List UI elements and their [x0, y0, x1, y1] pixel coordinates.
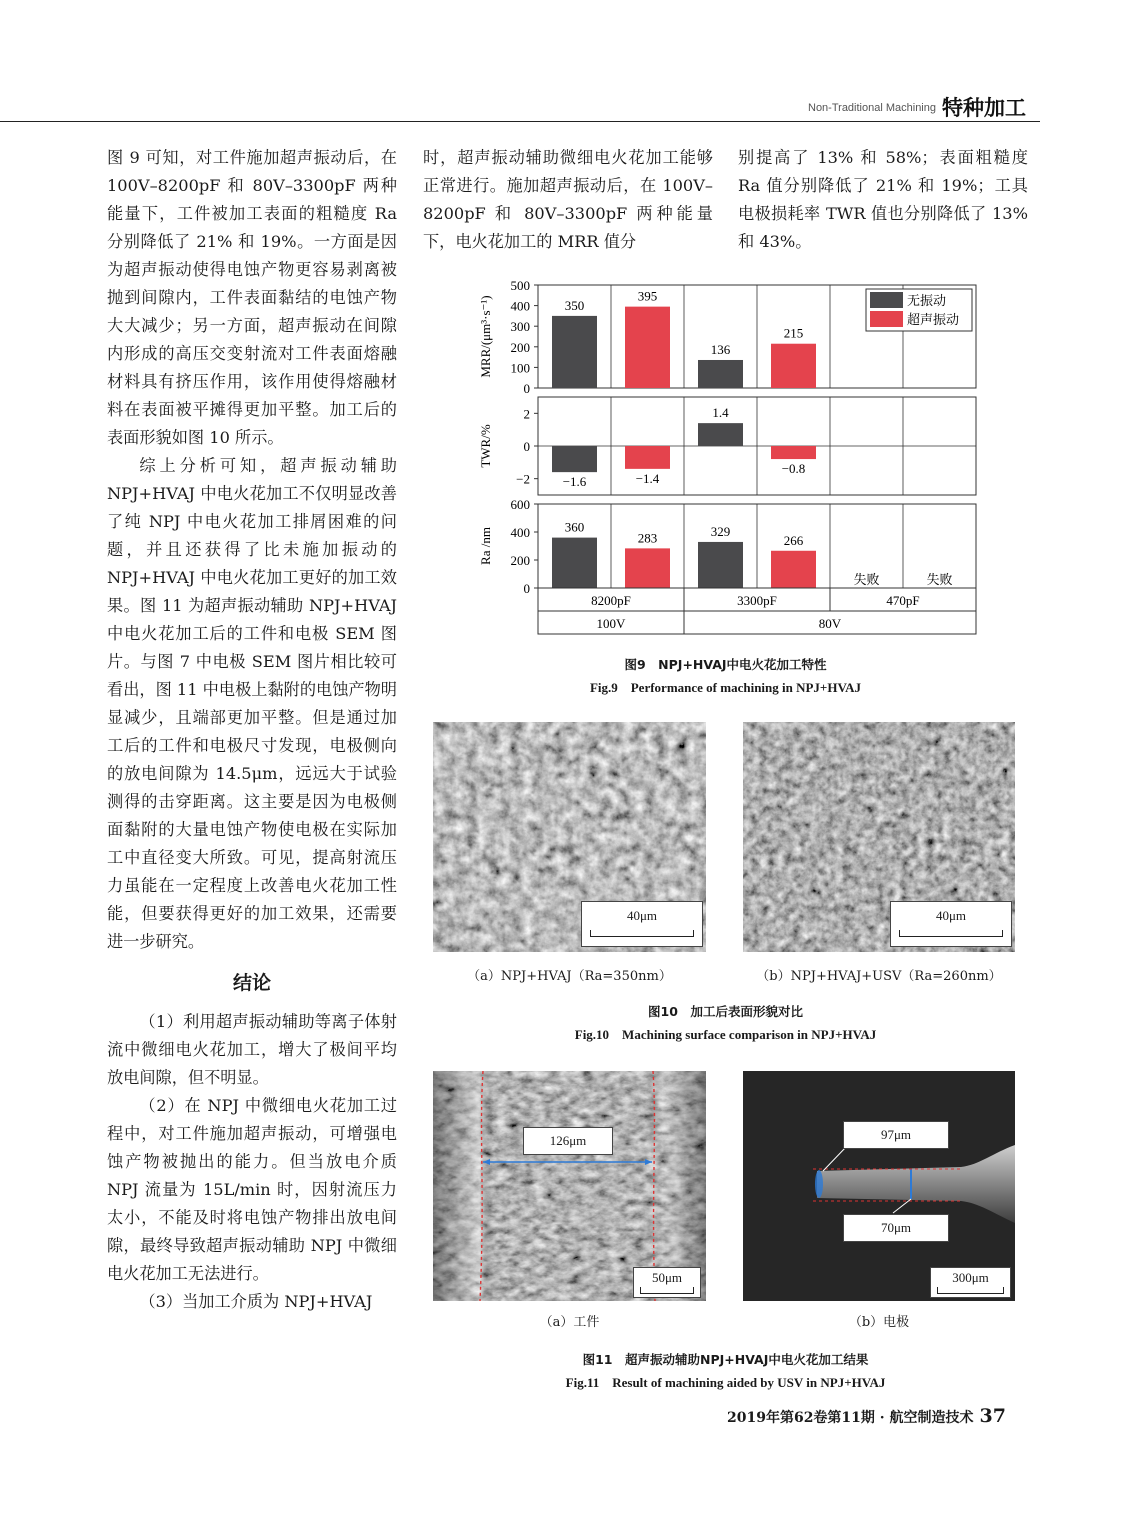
bar-value-label: 329: [710, 523, 731, 539]
fig10b-scale-label: 40μm: [935, 908, 967, 923]
conclusion-2: （2）在 NPJ 中微细电火花加工过程中，对工件施加超声振动，可增强电蚀产物被抛出的能力。但当放电介质 NPJ 流量为 15L/min 时，因射流压力太小，不能及时将电蚀产物排出放电间隙，最终导致超声振动辅助 NPJ 中微细电火花加工无法进行。: [107, 1096, 397, 1283]
fig10a-scale-bar: [590, 930, 694, 937]
bar-value-label: 395: [637, 288, 658, 304]
fig10a-scale-label: 40μm: [626, 908, 658, 923]
y-tick-label: 200: [510, 339, 530, 355]
column-right: [738, 144, 1028, 256]
bar-value-label: −1.6: [562, 474, 587, 490]
fig10a-subcaption: （a）NPJ+HVAJ（Ra=350nm）: [467, 969, 672, 984]
y-tick-label: 0: [523, 439, 530, 454]
legend-label-none: 无振动: [907, 293, 947, 308]
bar-value-label: −1.4: [635, 470, 660, 486]
failed-label: 失败: [926, 572, 953, 587]
legend-swatch-none: [870, 292, 903, 308]
y-tick-label: 500: [510, 278, 530, 293]
fig11b-sem-image: [743, 1071, 1015, 1301]
bar-value-label: 350: [564, 297, 585, 313]
fig11a-scale-bar: [640, 1287, 694, 1294]
y-tick-label: 400: [510, 525, 530, 540]
y-tick-label: 400: [510, 298, 530, 314]
bar-value-label: 136: [710, 341, 731, 357]
paragraph-right: 别提高了 13% 和 58%；表面粗糙度 Ra 值分别降低了 21% 和 19%；工具电极损耗率 TWR 值也分别降低了 13% 和 43%。: [738, 148, 1028, 251]
capacitance-label: 3300pF: [737, 593, 777, 608]
fig11-caption-zh: 图11 超声振动辅助NPJ+HVAJ中电火花加工结果: [582, 1352, 869, 1367]
y-axis-label: TWR/%: [478, 424, 493, 468]
bar-ra-1-0: [698, 542, 743, 588]
bar-mrr-0-1: [625, 307, 670, 388]
fig10b-subcaption: （b）NPJ+HVAJ+USV（Ra=260nm）: [756, 969, 1002, 984]
fig10a-sem-image: [433, 722, 706, 952]
y-tick-label: 0: [523, 581, 530, 596]
y-tick-label: −2: [516, 471, 530, 487]
fig10b-sem-image: [743, 722, 1015, 952]
footer-journal: 2019年第62卷第11期 · 航空制造技术: [726, 1410, 974, 1426]
fig11a-scale-label: 50μm: [651, 1270, 683, 1285]
voltage-label: 80V: [818, 616, 842, 631]
y-tick-label: 200: [510, 553, 530, 568]
running-header: [0, 88, 1040, 122]
bar-value-label: 1.4: [712, 405, 729, 421]
bar-twr-0-1: [625, 446, 670, 469]
bar-mrr-1-0: [698, 360, 743, 388]
legend-label-usv: 超声振动: [907, 312, 960, 327]
paragraph-ra-analysis: 图 9 可知，对工件施加超声振动后，在 100V–8200pF 和 80V–3300pF 两种能量下，工件被加工表面的粗糙度 Ra 分别降低了 21% 和 19%。一方面是因为超声振动使得电蚀产物更容易剥离被抛到间隙内，工件表面黏结的电蚀产物大大减少；另一方面，超声振动在间隙内形成的高压交变射流对工件表面熔融材料具有挤压作用，该作用使得熔融材料在表面被平摊得更加平整。加工后的表面形貌如图 10 所示。: [107, 148, 397, 447]
fig11b-scale-label: 300μm: [952, 1270, 989, 1285]
fig11a-measure-label: 126μm: [523, 1127, 613, 1155]
legend-swatch-usv: [870, 311, 903, 327]
fig9-caption-zh: 图9 NPJ+HVAJ中电火花加工特性: [624, 657, 827, 672]
bar-value-label: 283: [637, 530, 658, 546]
bar-value-label: 360: [564, 519, 585, 535]
y-tick-label: 0: [523, 381, 530, 396]
bar-mrr-0-0: [552, 316, 597, 388]
fig11b-scale-box: [930, 1267, 1011, 1298]
fig11b-scale-bar: [937, 1287, 1004, 1294]
fig10b-scale-box: [890, 901, 1012, 947]
y-axis-label: MRR/(μm³·s⁻¹): [478, 295, 493, 378]
fig11b-subcaption: （b）电极: [848, 1315, 910, 1330]
y-tick-label: 100: [510, 360, 530, 376]
fig10a-scale-box: [581, 901, 703, 947]
bar-value-label: 215: [783, 325, 804, 341]
voltage-label: 100V: [596, 616, 626, 631]
bar-value-label: 266: [783, 532, 804, 548]
page-number: 37: [979, 1405, 1006, 1427]
paragraph-summary: 综上分析可知，超声振动辅助 NPJ+HVAJ 中电火花加工不仅明显改善了纯 NPJ 中电火花加工排屑困难的问题，并且还获得了比未施加振动的 NPJ+HVAJ 中电火花加工更好的加工效果。图 11 为超声振动辅助 NPJ+HVAJ 中电火花加工后的工件和电极 SEM 图片。与图 7 中电极 SEM 图片相比较可看出，图 11 中电极上黏附的电蚀产物明显减少，且端部更加平整。但是通过加工后的工件和电极尺寸发现，电极侧向的放电间隙为 14.5μm，远远大于试验测得的击穿距离。这主要是因为电极侧面黏附的大量电蚀产物使电极在实际加工中直径变大所致。可见，提高射流压力虽能在一定程度上改善电火花加工性能，但要获得更好的加工效果，还需要进一步研究。: [107, 456, 397, 951]
fig11-caption-en: Fig.11 Result of machining aided by USV in NPJ+HVAJ: [565, 1375, 886, 1390]
section-heading-conclusion: 结论: [232, 972, 271, 994]
fig11b-measure-top-label: 97μm: [843, 1121, 949, 1149]
fig11a-sem-image: [433, 1071, 706, 1301]
figure9-chart: [440, 275, 1000, 640]
failed-label: 失败: [853, 572, 880, 587]
bar-twr-1-0: [698, 423, 743, 446]
bar-twr-1-1: [771, 446, 816, 459]
bar-ra-0-1: [625, 548, 670, 588]
y-tick-label: 300: [510, 319, 530, 335]
paragraph-middle: 时，超声振动辅助微细电火花加工能够正常进行。施加超声振动后，在 100V–8200pF 和 80V–3300pF 两种能量下，电火花加工的 MRR 值分: [423, 148, 713, 251]
y-axis-label: Ra /nm: [478, 527, 493, 565]
conclusion-1: （1）利用超声振动辅助等离子体射流中微细电火花加工，增大了极间平均放电间隙，但不明显。: [107, 1012, 397, 1087]
column-left: [107, 144, 397, 1316]
bar-twr-0-0: [552, 446, 597, 472]
fig11a-subcaption: （a）工件: [539, 1315, 600, 1330]
header-chinese: 特种加工: [942, 96, 1026, 120]
bar-value-label: −0.8: [781, 461, 806, 477]
fig11b-measure-bottom-label: 70μm: [843, 1214, 949, 1242]
fig10b-scale-bar: [899, 930, 1003, 937]
y-tick-label: 600: [510, 497, 530, 512]
bar-ra-0-0: [552, 538, 597, 588]
column-middle: [423, 144, 713, 256]
bar-mrr-1-1: [771, 344, 816, 388]
fig9-caption-en: Fig.9 Performance of machining in NPJ+HVAJ: [589, 680, 862, 695]
fig11a-scale-box: [633, 1267, 701, 1298]
header-english: Non-Traditional Machining: [808, 102, 936, 114]
fig10-caption-zh: 图10 加工后表面形貌对比: [648, 1004, 803, 1019]
conclusion-3: （3）当加工介质为 NPJ+HVAJ: [139, 1292, 373, 1311]
bar-ra-1-1: [771, 551, 816, 588]
capacitance-label: 8200pF: [591, 593, 631, 608]
fig10-caption-en: Fig.10 Machining surface comparison in NPJ+HVAJ: [574, 1027, 877, 1042]
page-footer: [727, 1405, 1006, 1427]
capacitance-label: 470pF: [886, 593, 920, 608]
y-tick-label: 2: [523, 406, 530, 422]
